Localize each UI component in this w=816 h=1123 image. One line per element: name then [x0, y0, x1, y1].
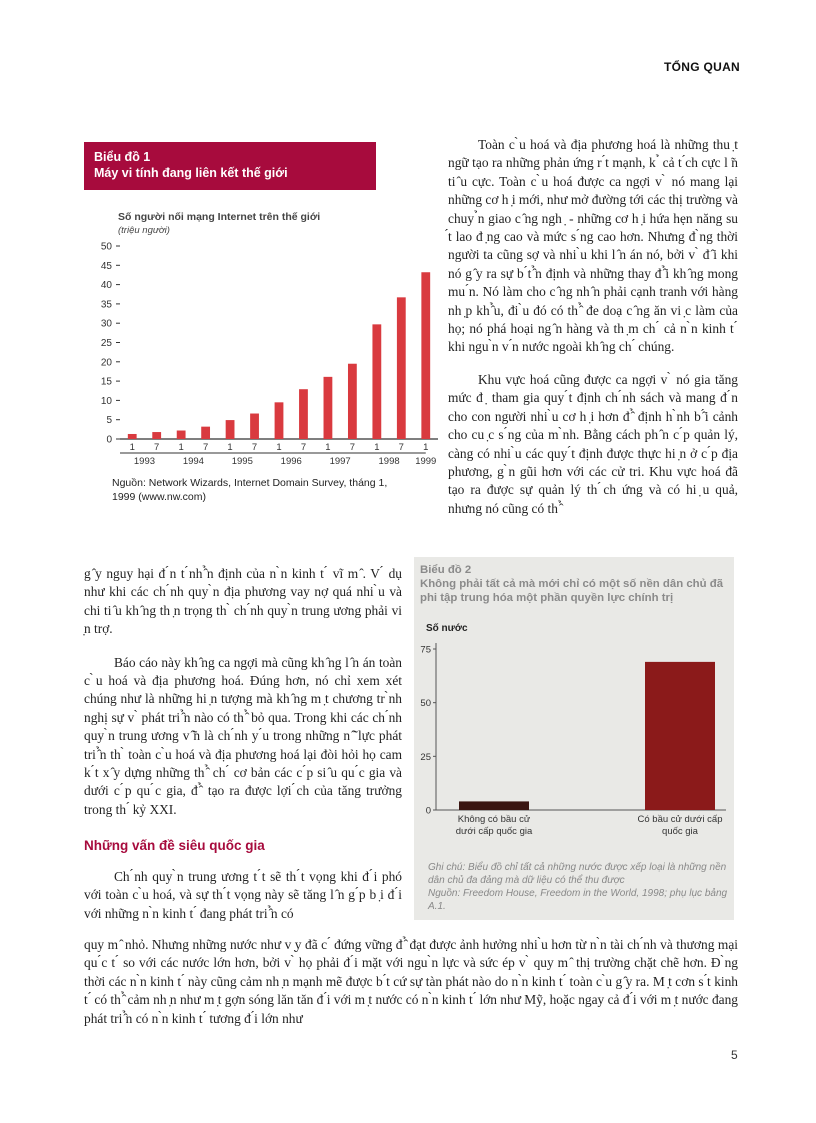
chart1-xtick-label: 1: [129, 442, 135, 453]
chart2-ytick-label: 75: [420, 644, 431, 656]
chart2-category-label: Không có bầu cử dưới cấp quốc gia: [455, 814, 533, 837]
paragraph-globalization: Toàn c ̀u hoá và địa phương hoá là những thu ̣t ngữ tạo ra những phản ứng r ́t mạnh, k ̉ cả t ́ch cực l ̃n ti ̂u cực. Toàn c ̀u hoá được ca ngợi v ̀ nó mang lại những cơ h ̣i mới, như mở đường tới các thị trường và chuy ̉n giao c ̂ng ngh ̣ - những cơ h ̣i hứa hẹn năng su ́t lao đ ̣ng cao và mức s ́ng cao hơn. Nhưng đ ̀ng thời người ta cũng sợ và nhi ̀u khi l ̂n án nó, bởi v ̀ đ ̂i khi nó g ̂y ra sự b ́t ̂̉n định và những thay đ ̂̉i kh ̂ng mong mu ́n. Nó làm cho c ̂ng nh ̂n phải cạnh tranh với hàng nh ̣p kh ̂̉u, đi ̀u đó có th ̂̉ đe doạ c ̂ng ăn vi ̣c làm của họ; nó phá hoại ng ̂n hàng và th ̣m ch ́ cả n ̀n kinh t ́ khi ngu ̀n v ́n nước ngoài kh ̂ng ch ́ chúng.: [448, 137, 738, 355]
chart2-bar: [645, 662, 715, 810]
paragraph-report-stance: Báo cáo này kh ̂ng ca ngợi mà cũng kh ̂ng l ̂n án toàn c ̀u hoá và địa phương hoá. Đúng hơn, nó chỉ xem xét chúng như là những hi ̣n tượng mà kh ̂ng m ̣t chương tr ̀nh nghị sự v ̀ phát tri ̂̉n nào có th ̂̉ bỏ qua. Trong khi các ch ́nh quy ̀n trung ương v ̂̃n là ch ́nh y ́u trong những n ̂̃ lực phát tri ̂̉n th ̀ toàn c ̀u hoá và địa phương hoá lại đòi hỏi họ cam k ́t x ̂y dựng những th ̂̉ ch ́ cơ bản các c ́p si ̂u qu ́c gia và dưới c ́p qu ́c gia, đ ̂̉ tạo ra được lợi ́ch của tăng trưởng trong th ́ kỷ XXI.: [84, 654, 402, 817]
chart1-year-label: 1998: [378, 456, 400, 467]
chart1-bar: [250, 414, 259, 439]
figure1-label: Biểu đồ 1: [94, 150, 151, 164]
figure2-label: Biểu đồ 2: [420, 564, 472, 576]
chart1-bar: [177, 431, 186, 439]
chart1-ytick-label: 45: [100, 260, 112, 272]
left-column-text: [84, 565, 402, 819]
chart1-year-label: 1995: [231, 456, 253, 467]
chart1-ytick-label: 40: [100, 280, 112, 292]
full-width-text: [84, 936, 738, 1028]
chart1-bar: [421, 272, 430, 439]
chart1-title: Số người nối mạng Internet trên thế giới: [118, 211, 321, 223]
figure2-note-text: Biểu đồ chỉ tất cả những nước được xếp loại là những nền dân chủ đa đảng mà dữ liệu có thể thu được: [428, 862, 727, 886]
chart1-ytick-label: 5: [106, 415, 112, 427]
running-header: TỔNG QUAN: [663, 60, 740, 74]
right-column-text: [448, 136, 738, 518]
chart1-ytick-label: 25: [100, 338, 112, 349]
chart1-xtick-label: 7: [154, 442, 160, 453]
chart1-bar: [201, 427, 210, 439]
chart1-xtick-label: 1: [423, 442, 429, 453]
section-heading: Những vấn đề siêu quốc gia: [84, 838, 265, 853]
chart1-bar: [152, 432, 161, 439]
chart1-ytick-label: 10: [100, 395, 112, 407]
chart1-bar: [324, 377, 333, 439]
chart1-xtick-label: 1: [276, 442, 282, 453]
chart1-xtick-label: 7: [202, 442, 209, 453]
internet-users-chart: [84, 200, 444, 472]
chart1-bar: [348, 364, 357, 439]
chart1-xtick-label: 7: [251, 442, 258, 453]
chart1-xtick-label: 7: [349, 442, 356, 453]
figure2-box: [414, 557, 734, 920]
chart1-xtick-label: 1: [325, 442, 331, 453]
figure2-title: Không phải tất cả mà mới chỉ có một số nền dân chủ đã phi tập trung hóa một phần quyền lực chính trị: [420, 578, 724, 604]
figure2-source-text: Freedom House, Freedom in the World, 1998; phụ lục bảng A.1.: [428, 888, 728, 912]
chart1-ytick-label: 30: [100, 318, 112, 330]
chart1-year-label: 1993: [133, 456, 156, 467]
chart1-year-label: 1994: [182, 456, 204, 467]
chart2-bar: [459, 801, 529, 810]
chart2-ytick-label: 0: [425, 805, 431, 817]
chart1-bar: [226, 420, 235, 439]
chart1-bar: [397, 297, 406, 439]
chart1-ytick-label: 0: [106, 434, 112, 446]
left-column-text-2: [84, 868, 402, 923]
chart1-ytick-label: 50: [100, 241, 112, 253]
chart1-xtick-label: 1: [227, 442, 233, 453]
chart1-ytick-label: 15: [100, 376, 112, 388]
figure1-title-box: [84, 142, 376, 190]
chart1-xtick-label: 1: [178, 442, 184, 453]
chart1-bar: [275, 402, 284, 439]
chart1-xtick-label: 1: [374, 442, 380, 453]
chart1-bar: [372, 324, 381, 439]
paragraph-regionalization: Khu vực hoá cũng được ca ngợi v ̀ nó gia tăng mức đ ̣ tham gia quy ́t định ch ́nh sách và mang đ ́n cho con người nhi ̀u cơ h ̣i hơn đ ̂̉ định h ̀nh b ̂́i cảnh cho cu ̣c s ́ng của m ̀nh. Bằng cách ph ̂n c ́p quản lý, càng có nhi ̀u các quy ́t định được thực hi ̣n ở c ́p địa phương, g ̀n gũi hơn với các cử tri. Khu vực hoá đã tạo ra được sự quản lý th ́ch ứng và có hi ̣u quả, nhưng nó cũng có th ̂̉: [448, 371, 738, 516]
chart1-ytick-label: 35: [100, 299, 112, 311]
chart2-ylabel: Số nước: [426, 623, 468, 634]
chart1-subtitle: (triệu người): [118, 225, 170, 236]
chart1-xtick-label: 7: [398, 442, 404, 453]
chart2-category-label: Có bầu cử dưới cấp quốc gia: [637, 814, 723, 837]
paragraph-small-economies: quy m ̂ nhỏ. Nhưng những nước như v ̣y đã c ́ đứng vững đ ̂̉ đạt được ảnh hưởng nhi ̀u hơn từ n ̀n tài ch ́nh và thương mại qu ́c t ́ so với các nước lớn hơn, bởi v ̀ họ phải đ ́i mặt với ngu ̀n lực và sức ép v ̀ quy m ̂ thị trường chặt chẽ hơn. Đ ̀ng thời các n ̀n kinh t ́ này cũng cảm nh ̣n mạnh mẽ được b ́t cứ sự tàn phát nào do n ̀n kinh t ́ toàn c ̀u g ̂y ra. M ̣t cơn s ́t kinh t ́ có th ̂̉ cảm nh ̣n như m ̣t gợn sóng lăn tăn đ ́i với m ̣t nước có n ̀n kinh t ́ lớn như Mỹ, hoặc ngay cả đ ́i với m ̣t nước đang phát tri ̂̉n có n ̀n kinh t ́ tương đ ́i lớn như: [84, 937, 738, 1026]
figure1-title: Máy vi tính đang liên kết thế giới: [94, 166, 288, 180]
chart1-bar: [299, 389, 308, 439]
figure2-note-label: Ghi chú:: [428, 862, 466, 873]
chart1-year-label: 1999: [415, 456, 437, 467]
chart1-xtick-label: 7: [300, 442, 307, 453]
decentralization-chart: [414, 617, 734, 857]
chart1-ytick-label: 20: [100, 357, 112, 369]
paragraph-supranational: Ch ́nh quy ̀n trung ương t ́t sẽ th ́t vọng khi đ ́i phó với toàn c ̀u hoá, và sự th ́t vọng này sẽ tăng l ̂n g ́p b ̣i đ ́i với những n ̀n kinh t ́ đang phát tri ̂̉n có: [84, 869, 402, 921]
chart2-ytick-label: 25: [420, 751, 431, 763]
page-number: 5: [731, 1048, 738, 1062]
chart2-ytick-label: 50: [420, 698, 431, 710]
paragraph-continued: g ̂y nguy hại đ ́n t ́nh ̂̉n định của n ̀n kinh t ́ vĩ m ̂. V ́ dụ như khi các ch ́nh quy ̀n địa phương vay nợ quá nhi ̀u và chi ti ̂u kh ̂ng th ̣n trọng th ̀ ch ́nh quy ̀n trung ương phải vi ̣n trợ.: [84, 566, 402, 637]
figure2-source-label: Nguồn:: [428, 888, 461, 899]
chart1-year-label: 1996: [280, 456, 302, 467]
figure2-notes: [428, 861, 728, 913]
figure1-source: Nguồn: Network Wizards, Internet Domain Survey, tháng 1, 1999 (www.nw.com): [112, 477, 388, 503]
chart1-year-label: 1997: [329, 456, 351, 467]
chart1-bar: [128, 434, 137, 439]
